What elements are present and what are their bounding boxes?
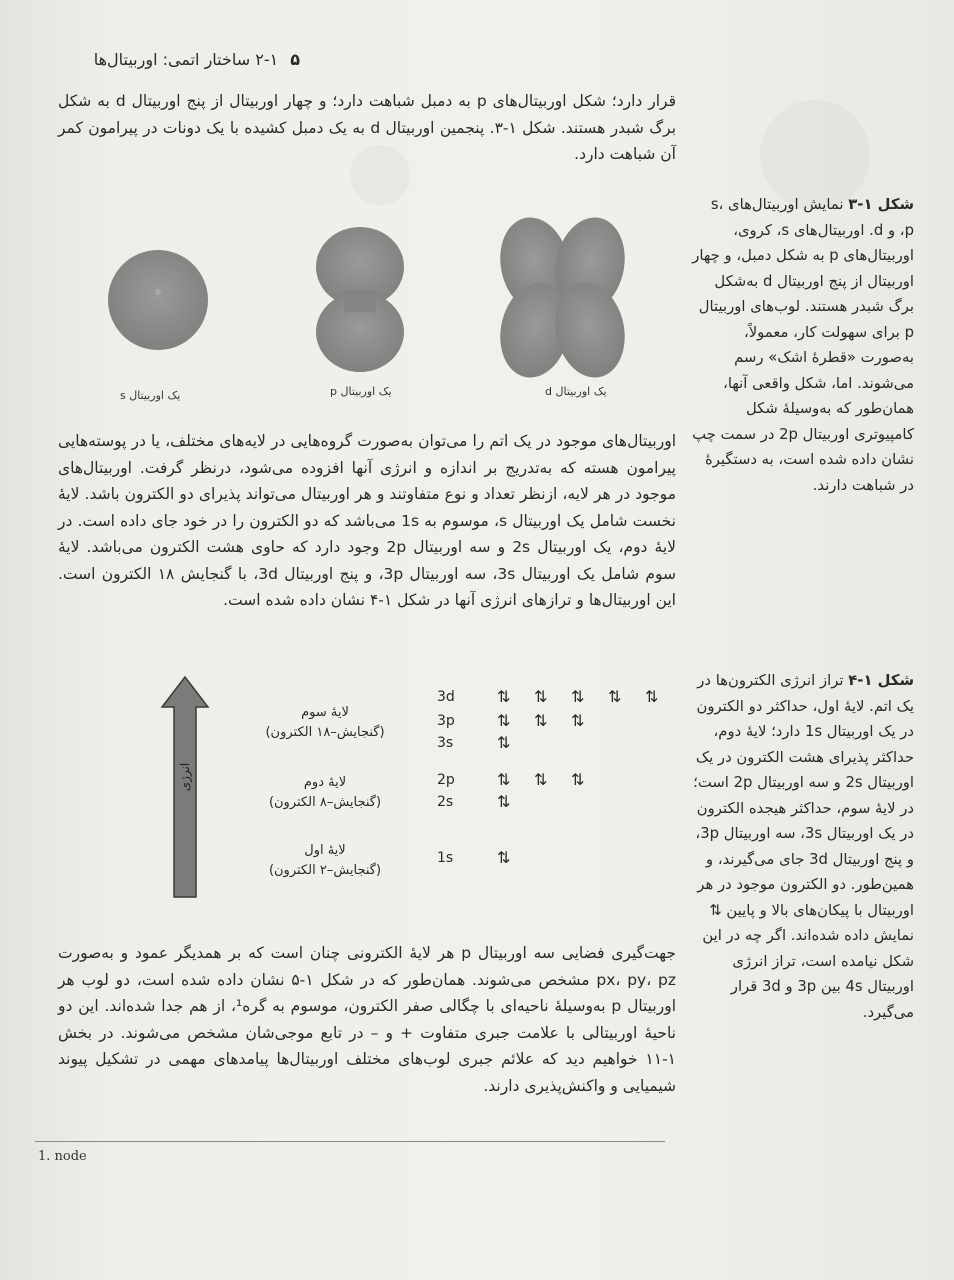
shell-3	[250, 703, 400, 743]
caption-text: نمایش اوربیتال‌های s، p، و d. اوربیتال‌های s، کروی، اوربیتال‌های p به شکل دمبل، و چهار اوربیتال از پنج اوربیتال d به‌شکل برگ شبدر هستند. لوب‌های اوربیتال p برای سهولت کار، معمولاً، به‌صورت «قطرهٔ اشک» رسم می‌شوند. اما، شکل واقعی آنها، همان‌طور که به‌وسیلهٔ شکل کامپیوتری اوربیتال 2p در سمت چپ نشان داده شده است، به دستگیرهٔ در شباهت دارند.	[692, 196, 914, 494]
footnote: 1. node	[38, 1149, 87, 1164]
footnote-rule	[35, 1141, 665, 1142]
electron-pair-slot: ⇅	[571, 770, 585, 789]
electron-pair-slot: ⇅	[534, 770, 548, 789]
level-label-2s: 2s	[437, 794, 454, 810]
shell-1-capacity: (گنجایش–۲ الکترون)	[268, 863, 382, 878]
electron-pair-slot: ⇅	[608, 687, 622, 706]
p-orbital-label: یک اوربیتال p	[330, 385, 392, 398]
figure-caption-1-4	[692, 668, 914, 1025]
s-orbital-sphere	[108, 250, 208, 350]
caption-label: شکل ۱-۳	[848, 196, 914, 213]
paragraph-1: قرار دارد؛ شکل اوربیتال‌های p به دمبل شباهت دارد؛ و چهار اوربیتال از پنج اوربیتال d به شکل برگ شبدر هستند. شکل ۱-۳. پنجمین اوربیتال d به یک دمبل کشیده با یک دونات در پیرامون کمر آن شباهت دارد.	[58, 92, 677, 163]
electron-pair-slot: ⇅	[534, 687, 548, 706]
shell-2-capacity: (گنجایش–۸ الکترون)	[268, 795, 382, 810]
s-orbital-label: یک اوربیتال s	[120, 389, 181, 402]
figure-caption-1-3	[692, 192, 914, 498]
caption-text: تراز انرژی الکترون‌ها در یک اتم. لایهٔ اول، حداکثر دو الکترون در یک اوربیتال 1s دارد؛ لایهٔ دوم، حداکثر پذیرای هشت الکترون در یک اوربیتال 2s و سه اوربیتال 2p است؛ در لایهٔ سوم، حداکثر هیجده الکترون در یک اوربیتال 3s، سه اوربیتال 3p، و پنج اوربیتال 3d جای می‌گیرند، و همین‌طور. دو الکترون موجود در هر اوربیتال با پیکان‌های بالا و پایین ⇅ نمایش داده شده‌اند. اگر چه در این شکل نیامده است، تراز انرژی اوربیتال 4s بین 3p و 3d قرار می‌گیرد.	[693, 672, 914, 1021]
shell-1	[250, 841, 400, 881]
shell-2	[250, 773, 400, 813]
p-orbital-dumbbell	[316, 227, 404, 372]
electron-pair-slot: ⇅	[497, 848, 511, 867]
electron-pair-slot: ⇅	[645, 687, 659, 706]
shell-2-name: لایهٔ دوم	[303, 775, 347, 790]
electron-pair-slot: ⇅	[497, 687, 511, 706]
orbital-figure	[100, 210, 660, 385]
level-label-1s: 1s	[437, 850, 454, 866]
electron-pair-slot: ⇅	[497, 733, 511, 752]
level-label-2p: 2p	[437, 772, 455, 788]
electron-pair-slot: ⇅	[534, 711, 548, 730]
shell-3-name: لایهٔ سوم	[301, 705, 349, 720]
electron-pair-slot: ⇅	[497, 792, 511, 811]
energy-label: انرژی	[178, 762, 192, 792]
paragraph-2: اوربیتال‌های موجود در یک اتم را می‌توان به‌صورت گروه‌هایی در لایه‌های مختلف، یا در پوسته‌هایی پیرامون هسته که به‌تدریج بر اندازه و انرژی آنها افزوده می‌شود، درنظر گرفت. اوربیتال‌های موجود در هر لایه، ازنظر تعداد و نوع متفاوتند و هر اوربیتال می‌تواند پذیرای دو الکترون باشد. لایهٔ نخست شامل یک اوربیتال s، موسوم به 1s می‌باشد که دو الکترون را در خود جای داده است. در لایهٔ دوم، یک اوربیتال 2s و سه اوربیتال 2p وجود دارد که حاوی هشت الکترون می‌باشد. لایهٔ سوم شامل یک اوربیتال 3s، سه اوربیتال 3p، و پنج اوربیتال 3d، با گنجایش ۱۸ الکترون است. این اوربیتال‌ها و ترازهای انرژی آنها در شکل ۱-۴ نشان داده شده است.	[58, 432, 676, 609]
caption-label: شکل ۱-۴	[848, 672, 914, 689]
d-orbital-cloverleaf	[492, 211, 633, 384]
shell-1-name: لایهٔ اول	[304, 843, 346, 858]
running-header	[60, 44, 300, 74]
electron-pair-slot: ⇅	[497, 711, 511, 730]
electron-pair-slot: ⇅	[571, 687, 585, 706]
d-orbital-label: یک اوربیتال d	[545, 385, 607, 398]
electron-pair-slot: ⇅	[571, 711, 585, 730]
level-label-3d: 3d	[437, 689, 455, 705]
paragraph-3: جهت‌گیری فضایی سه اوربیتال p هر لایهٔ الکترونی چنان است که بر همدیگر عمود و به‌صورت px، py، pz مشخص می‌شوند. همان‌طور که در شکل ۱-۵ نشان داده شده است، دو لوب هر اوربیتال p به‌وسیلهٔ ناحیه‌ای با چگالی صفر الکترون، موسوم به گره¹، از هم جدا شده‌اند. این دو ناحیهٔ اوربیتالی با علامت جبری متفاوت + و – در تابع موجی‌شان مشخص می‌شوند. در بخش ۱-۱۱ خواهیم دید که علائم جبری لوب‌های مختلف اوربیتال‌ها پیامدهای مهمی در تشکیل پیوند شیمیایی و واکنش‌پذیری دارند.	[58, 944, 677, 1095]
section-title: ۲-۱ ساختار اتمی: اوربیتال‌ها	[93, 49, 279, 69]
level-label-3p: 3p	[437, 713, 455, 729]
page-number: ۵	[290, 49, 300, 69]
level-label-3s: 3s	[437, 735, 454, 751]
shell-3-capacity: (گنجایش–۱۸ الکترون)	[265, 725, 385, 740]
electron-pair-slot: ⇅	[497, 770, 511, 789]
